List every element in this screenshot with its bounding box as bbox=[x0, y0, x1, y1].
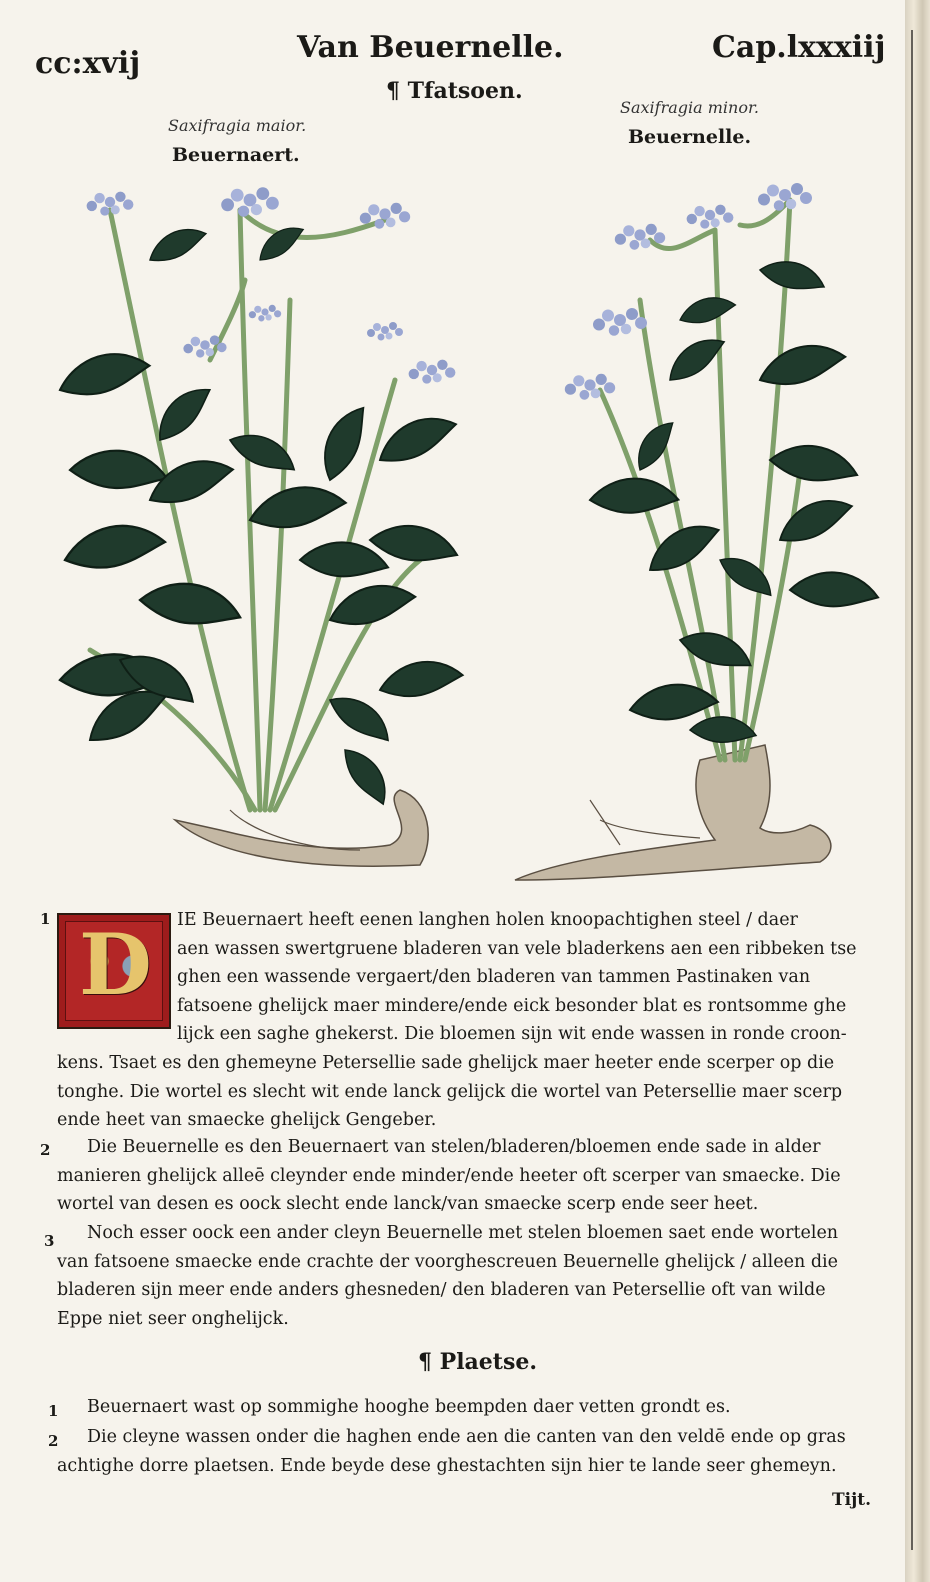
paragraph-2-line: wortel van desen es oock slecht ende lanck/van smaecke scerp ende seer heet. bbox=[57, 1194, 759, 1214]
figure-1-latin-name: Saxifragia maior. bbox=[168, 116, 307, 135]
paragraph-3 bbox=[57, 1219, 838, 1333]
plant-beuernaert-figure bbox=[55, 187, 464, 866]
figure-2-latin-name: Saxifragia minor. bbox=[620, 98, 759, 117]
paragraph-1-full bbox=[57, 1049, 842, 1135]
figure-1-vernacular-name: Beuernaert. bbox=[172, 144, 300, 166]
paragraph-1-line: ghen een wassende vergaert/den bladeren van tammen Pastinaken van bbox=[177, 967, 811, 987]
paragraph-3-line: bladeren sijn meer ende anders ghesneden/ den bladeren van Petersellie oft van wilde bbox=[57, 1280, 826, 1300]
section-heading-plaetse: ¶ Plaetse. bbox=[418, 1349, 538, 1375]
paragraph-1-line: lijck een saghe ghekerst. Die bloemen sijn wit ende wassen in ronde croon- bbox=[177, 1024, 847, 1044]
paragraph-1-indented bbox=[177, 906, 857, 1049]
plaetse-item-1 bbox=[87, 1393, 731, 1422]
folio-number: cc:xvij bbox=[35, 46, 141, 81]
plaetse-item-1-number: 1 bbox=[48, 1402, 59, 1420]
plaetse-item-2-line: achtighe dorre plaetsen. Ende beyde dese ghestachten sijn hier te lande seer ghemeyn. bbox=[57, 1455, 837, 1476]
paragraph-3-line: van fatsoene smaecke ende crachte der voorghescreuen Beuernelle ghelijck / alleen die bbox=[57, 1251, 838, 1272]
paragraph-2-number: 2 bbox=[40, 1141, 51, 1159]
plant-2-root bbox=[515, 745, 831, 880]
paragraph-2-line: Die Beuernelle es den Beuernaert van stelen/bladeren/bloemen ende sade in alder bbox=[87, 1137, 821, 1157]
paragraph-1-line: IE Beuernaert heeft eenen langhen holen knoopachtighen steel / daer bbox=[177, 910, 798, 930]
chapter-title: Van Beuernelle. bbox=[297, 30, 564, 65]
page-gutter bbox=[905, 0, 930, 1582]
section-heading-tfatsoen: ¶ Tfatsoen. bbox=[386, 78, 523, 104]
plaetse-item-2-number: 2 bbox=[48, 1432, 59, 1450]
paragraph-2-line: manieren ghelijck alleē cleynder ende minder/ende heeter oft scerper van smaecke. Die bbox=[57, 1165, 841, 1186]
paragraph-1-line: tonghe. Die wortel es slecht wit ende lanck gelijck die wortel van Petersellie maer scerp bbox=[57, 1081, 843, 1102]
paragraph-1-number: 1 bbox=[40, 910, 51, 928]
plant-2-leaves bbox=[589, 252, 881, 748]
plaetse-item-2 bbox=[57, 1423, 846, 1480]
paragraph-1-line: aen wassen swertgruene bladeren van vele bladerkens aen een ribbeken tse bbox=[177, 938, 857, 959]
initial-letter: D bbox=[79, 915, 152, 1014]
plant-beuernelle-figure bbox=[515, 183, 881, 880]
figure-2-vernacular-name: Beuernelle. bbox=[628, 126, 752, 148]
paragraph-1-line: kens. Tsaet es den ghemeyne Petersellie sade ghelijck maer heeter ende scerper op die bbox=[57, 1053, 835, 1073]
paragraph-2 bbox=[57, 1133, 841, 1219]
paragraph-3-line: Noch esser oock een ander cleyn Beuernelle met stelen bloemen saet ende wortelen bbox=[87, 1223, 839, 1243]
paragraph-1-line: ende heet van smaecke ghelijck Gengeber. bbox=[57, 1110, 437, 1130]
catchword: Tijt. bbox=[832, 1490, 872, 1510]
decorated-initial bbox=[57, 913, 171, 1029]
plaetse-item-1-text: Beuernaert wast op sommighe hooghe beempden daer vetten grondt es. bbox=[87, 1397, 731, 1417]
plant-1-root bbox=[175, 790, 428, 866]
paragraph-3-number: 3 bbox=[44, 1232, 55, 1250]
chapter-number: Cap.lxxxiij bbox=[712, 30, 886, 65]
plaetse-item-2-line: Die cleyne wassen onder die haghen ende aen die canten van den veldē ende op gras bbox=[87, 1427, 846, 1447]
paragraph-3-line: Eppe niet seer onghelijck. bbox=[57, 1308, 289, 1329]
paragraph-1-line: fatsoene ghelijck maer mindere/ende eick besonder blat es rontsomme ghe bbox=[177, 995, 847, 1016]
